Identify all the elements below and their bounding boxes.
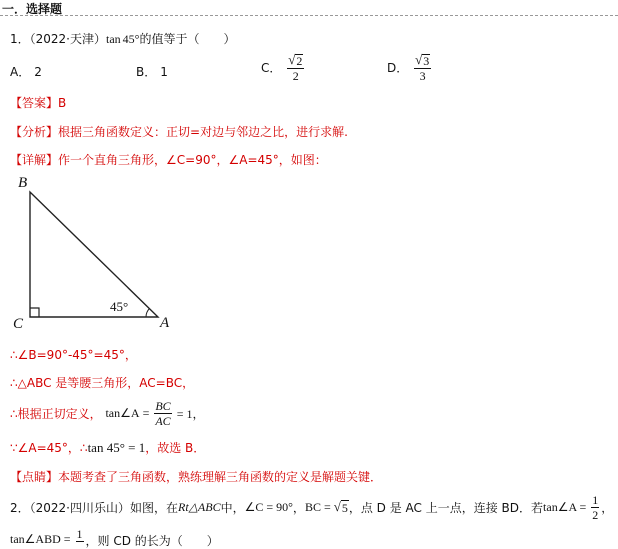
vertex-c-label: C [13, 316, 24, 332]
step-4-math: tan 45° = 1 [87, 440, 146, 455]
triangle-shape [30, 192, 158, 317]
option-a-text: 2 [34, 65, 42, 79]
comment-line [10, 468, 382, 485]
step-4-suffix: ，故选 B． [145, 441, 206, 455]
option-c-radicand: 2 [296, 54, 303, 68]
q2-text-2: 中， [220, 501, 245, 515]
step-3-result: = 1， [173, 407, 205, 421]
q2-radicand: 5 [341, 501, 348, 515]
right-angle-mark [30, 308, 39, 317]
q2-tan-abd: tan∠ABD = [10, 532, 74, 546]
step-3-prefix: ∴根据正切定义， [10, 407, 102, 421]
step-1: ∴∠B=90°-45°=45°， [10, 348, 137, 362]
q2-source: （2022·四川乐山） [29, 501, 130, 515]
q2-text-1: 如图，在 [130, 501, 179, 515]
section-title: 一．选择题 [2, 2, 63, 16]
q2-line2-num: 1 [76, 527, 83, 541]
q2-sqrt5: √ 5 [333, 499, 348, 515]
detail-tag: 【详解】 [10, 153, 59, 167]
q2-line2-text: ，则 CD 的长为（ ） [85, 534, 219, 548]
step-4-prefix: ∵∠A=45°，∴ [10, 441, 88, 455]
q2-bc-label: BC = [304, 500, 334, 514]
analysis-line [10, 123, 348, 140]
option-b [136, 63, 168, 80]
question-2-line-2 [10, 527, 219, 549]
step-3-fraction [154, 400, 171, 427]
q2-fraction-num: 1 [592, 493, 599, 507]
question-2-stem [10, 494, 613, 521]
analysis-text: 根据三角函数定义：正切=对边与邻边之比，进行求解. [58, 125, 348, 139]
option-b-letter: B． [136, 65, 157, 79]
question-1-stem [10, 30, 236, 47]
step-3-equals: = [139, 406, 153, 420]
comment-text: 本题考查了三角函数，熟练理解三角函数的定义是解题关键． [58, 470, 383, 484]
option-c-fraction: √ 2 2 [288, 52, 303, 83]
q2-number: 2． [10, 501, 30, 515]
q2-triangle: Rt△ABC [178, 500, 221, 514]
q1-tail: 的值等于（ ） [139, 32, 236, 46]
q2-text-5: ， [601, 501, 614, 515]
step-2: ∴△ABC 是等腰三角形，AC=BC， [10, 376, 195, 390]
option-c [261, 53, 306, 82]
option-d-fraction: √ 3 3 [415, 52, 430, 83]
q2-fraction [591, 494, 599, 521]
option-d [387, 53, 433, 82]
option-d-letter: D． [387, 61, 409, 75]
section-divider [0, 15, 618, 16]
option-c-letter: C． [261, 61, 282, 75]
analysis-tag: 【分析】 [10, 125, 59, 139]
answer-value: B [58, 96, 67, 110]
option-a-letter: A． [10, 65, 31, 79]
angle-a-arc [146, 309, 150, 318]
option-c-denominator: 2 [292, 69, 299, 83]
q2-text-4: ，点 D 是 AC 上一点，连接 BD．若 [348, 501, 544, 515]
option-d-radicand: 3 [423, 54, 430, 68]
option-a [10, 63, 42, 80]
q2-angle-c: ∠C = 90° [244, 500, 293, 514]
q1-number: 1． [10, 32, 30, 46]
option-d-denominator: 3 [419, 69, 426, 83]
q1-fn: tan [106, 32, 121, 46]
vertex-b-label: B [18, 175, 28, 191]
q2-tan-a: tan∠A = [543, 500, 590, 514]
detail-text: 作一个直角三角形，∠C=90°，∠A=45°，如图： [58, 153, 327, 167]
step-4 [10, 439, 205, 456]
right-triangle-figure [0, 172, 200, 332]
detail-line [10, 151, 327, 168]
q2-line2-fraction [76, 528, 84, 542]
q2-text-3: ， [292, 501, 305, 515]
angle-45-label: 45° [110, 299, 129, 314]
comment-tag: 【点睛】 [10, 470, 59, 484]
step-3 [10, 400, 204, 427]
step-3-numerator: BC [155, 399, 171, 413]
step-3-function: tan∠A [105, 406, 140, 420]
q1-source: （2022·天津） [29, 32, 106, 46]
answer-line [10, 94, 66, 111]
step-3-denominator: AC [155, 414, 171, 428]
option-b-text: 1 [160, 65, 168, 79]
q2-fraction-den: 2 [592, 508, 599, 522]
answer-tag: 【答案】 [10, 96, 59, 110]
q1-angle: 45° [122, 32, 140, 46]
vertex-a-label: A [160, 315, 170, 331]
